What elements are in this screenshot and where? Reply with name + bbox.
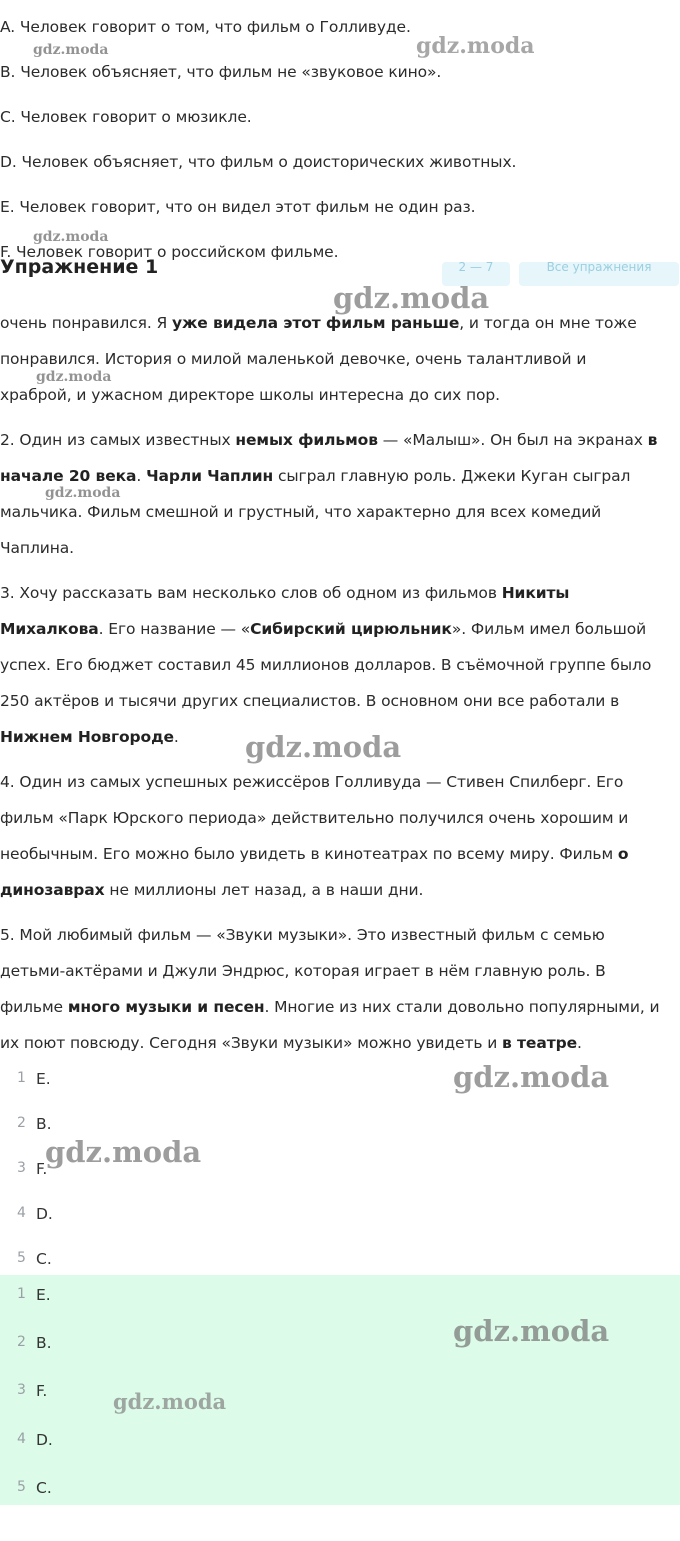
answer-value: F.: [36, 1382, 48, 1400]
answer-number: 1: [17, 1070, 26, 1086]
option-c: C. Человек говорит о мюзикле.: [0, 108, 252, 126]
option-f: F. Человек говорит о российском фильме.: [0, 243, 339, 261]
correct-answers-panel: [0, 1275, 680, 1505]
answer-number: 3: [17, 1160, 26, 1176]
watermark: gdz.moda: [453, 1060, 610, 1094]
text-line: динозаврах не миллионы лет назад, а в наши дни.: [0, 881, 424, 899]
answer-number: 1: [17, 1286, 26, 1302]
watermark: gdz.moda: [333, 281, 490, 315]
text-line: их поют повсюду. Сегодня «Звуки музыки» можно увидеть и в театре.: [0, 1034, 582, 1052]
text-line: успех. Его бюджет составил 45 миллионов долларов. В съёмочной группе было: [0, 656, 652, 674]
watermark: gdz.moda: [453, 1314, 610, 1348]
answer-value: D.: [36, 1205, 53, 1223]
text-line: Чаплина.: [0, 539, 74, 557]
answer-value: E.: [36, 1286, 51, 1304]
text-line: храброй, и ужасном директоре школы интересна до сих пор.: [0, 386, 500, 404]
answer-number: 5: [17, 1250, 26, 1266]
text-line: 250 актёров и тысячи других специалистов. В основном они все работали в: [0, 692, 620, 710]
option-b: B. Человек объясняет, что фильм не «звуковое кино».: [0, 63, 442, 81]
text-line: Михалкова. Его название — «Сибирский цирюльник». Фильм имел большой: [0, 620, 647, 638]
option-a: A. Человек говорит о том, что фильм о Голливуде.: [0, 18, 411, 36]
option-e: E. Человек говорит, что он видел этот фильм не один раз.: [0, 198, 476, 216]
watermark: gdz.moda: [45, 485, 121, 501]
text-line: очень понравился. Я уже видела этот фильм раньше, и тогда он мне тоже: [0, 314, 637, 332]
text-line: начале 20 века. Чарли Чаплин сыграл главную роль. Джеки Куган сыграл: [0, 467, 631, 485]
watermark: gdz.moda: [36, 369, 112, 385]
watermark: gdz.moda: [33, 42, 109, 58]
text-line: понравился. История о милой маленькой девочке, очень талантливой и: [0, 350, 587, 368]
answer-number: 3: [17, 1382, 26, 1398]
text-line: 4. Один из самых успешных режиссёров Голливуда — Стивен Спилберг. Его: [0, 773, 624, 791]
text-line: фильме много музыки и песен. Многие из них стали довольно популярными, и: [0, 998, 660, 1016]
watermark: gdz.moda: [45, 1135, 202, 1169]
answer-number: 4: [17, 1205, 26, 1221]
answer-number: 5: [17, 1479, 26, 1495]
text-line: 2. Один из самых известных немых фильмов — «Малыш». Он был на экранах в: [0, 431, 658, 449]
text-line: фильм «Парк Юрского периода» действительно получился очень хорошим и: [0, 809, 629, 827]
watermark: gdz.moda: [33, 229, 109, 245]
text-line: Нижнем Новгороде.: [0, 728, 179, 746]
all-exercises-button[interactable]: Все упражнения: [519, 262, 679, 286]
prev-exercise-button[interactable]: 2 — 7: [442, 262, 510, 286]
answer-value: B.: [36, 1334, 52, 1352]
answer-number: 2: [17, 1115, 26, 1131]
exercise-heading: Упражнение 1: [0, 256, 159, 278]
text-line: необычным. Его можно было увидеть в кинотеатрах по всему миру. Фильм о: [0, 845, 629, 863]
answer-number: 4: [17, 1431, 26, 1447]
watermark: gdz.moda: [416, 33, 535, 59]
watermark: gdz.moda: [113, 1389, 227, 1414]
text-line: 3. Хочу рассказать вам несколько слов об одном из фильмов Никиты: [0, 584, 570, 602]
answer-value: D.: [36, 1431, 53, 1449]
answer-value: C.: [36, 1479, 52, 1497]
answer-value: C.: [36, 1250, 52, 1268]
text-line: детьми-актёрами и Джули Эндрюс, которая играет в нём главную роль. В: [0, 962, 606, 980]
text-line: 5. Мой любимый фильм — «Звуки музыки». Это известный фильм с семью: [0, 926, 605, 944]
answer-number: 2: [17, 1334, 26, 1350]
answer-value: E.: [36, 1070, 51, 1088]
answer-value: F.: [36, 1160, 48, 1178]
text-line: мальчика. Фильм смешной и грустный, что характерно для всех комедий: [0, 503, 602, 521]
answer-value: B.: [36, 1115, 52, 1133]
option-d: D. Человек объясняет, что фильм о доисторических животных.: [0, 153, 517, 171]
watermark: gdz.moda: [245, 730, 402, 764]
